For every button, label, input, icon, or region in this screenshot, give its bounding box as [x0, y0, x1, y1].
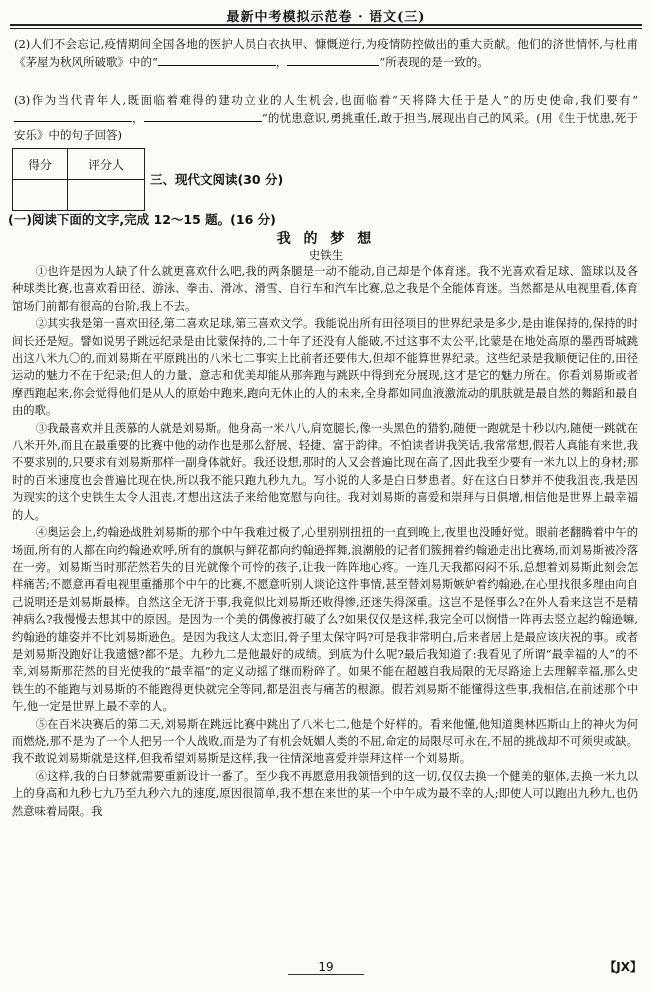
- article-body: [12, 263, 638, 820]
- score-header: 得分: [13, 149, 68, 180]
- question-2-text-b: ”所表现的是一致的。: [379, 55, 489, 69]
- article-title: 我 的 梦 想: [276, 231, 376, 247]
- score-cell[interactable]: [13, 180, 68, 211]
- answer-blank-3a[interactable]: [14, 109, 132, 122]
- paragraph-1: ①也许是因为人缺了什么就更喜欢什么吧,我的两条腿是一动不能动,自己却是个体育迷。我不光喜欢看足球、篮球以及各种球类比赛,也喜欢看田径、游泳、拳击、滑冰、滑雪、自行车和汽车比赛,总之我是个全能体育迷。当然都是从电视里看,体育馆场门前都有很高的台阶,我上不去。: [12, 265, 638, 313]
- reading-instruction: (一)阅读下面的文字,完成 12～15 题。(16 分): [8, 212, 276, 227]
- question-3-text-b: ”的忧患意识,勇挑重任,敢于担当,展现出自己的风采。(用《生于忧患,死于安乐》中的句子回答): [14, 111, 639, 142]
- paragraph-5: ⑤在百米决赛后的第二天,刘易斯在跳远比赛中跳出了八米七二,他是个好样的。看来他懂,他知道奥林匹斯山上的神火为何而燃烧,那不是为了一个人把另一个人战败,而是为了有机会妩媚人类的不屈,命定的局限尽可永在,不屈的挑战却不可须臾或缺。我不敢说刘易斯就是这样,但我希望刘易斯是这样,我一往情深地喜爱并崇拜这样一个刘易斯。: [12, 717, 638, 766]
- page-number: [0, 960, 652, 975]
- answer-blank-2a[interactable]: [158, 53, 276, 66]
- page-number-value: 19: [288, 960, 363, 975]
- paragraph-3: ③我最喜欢并且羡慕的人就是刘易斯。他身高一米八八,肩宽腿长,像一头黑色的猎豹,随便一跑就是十秒以内,随便一跳就在八米开外,而且在最重要的比赛中他的动作也是那么舒展、轻捷、富于韵律。不怕读者讲我笑话,我常常想,假若人真能有来世,我不要求别的,只要求有刘易斯那样一副身体就好。我还设想,那时的人又会普遍比现在高了,因此我至少要有一米九以上的身材;那时的百米速度也会普遍比现在快,所以我不能只跑九秒九九。写小说的人多是白日梦患者。好在这白日梦并不使我沮丧,我是因为现实的这个史铁生太令人沮丧,才想出这法子来给他宽慰与向往。我对刘易斯的喜爱和崇拜与日俱增,相信他是世界上最幸福的人。: [12, 421, 638, 522]
- article-author: 史铁生: [308, 248, 344, 262]
- question-2: (2)人们不会忘记,疫情期间全国各地的医护人员白衣执甲、慷慨逆行,为疫情防控做出的重大贡献。他们的济世情怀,与杜甫《茅屋为秋风所破歌》中的“ ， ”所表现的是一致的。: [14, 37, 638, 69]
- section-3-heading: 三、现代文阅读(30 分): [150, 172, 284, 187]
- question-3-text-a: (3)作为当代青年人,既面临着难得的建功立业的人生机会,也面临着“天将降大任于是人”的历史使命,我们要有“: [14, 93, 638, 107]
- page-mark: 【JX】: [604, 960, 642, 974]
- answer-blank-2b[interactable]: [287, 53, 379, 66]
- grader-header: 评分人: [68, 149, 145, 180]
- question-3: (3)作为当代青年人,既面临着难得的建功立业的人生机会,也面临着“天将降大任于是人”的历史使命,我们要有“， ”的忧患意识,勇挑重任,敢于担当,展现出自己的风采。(用《生于忧患,死于安乐》中的句子回答): [14, 93, 639, 142]
- page-header-title: 最新中考模拟示范卷 · 语文(三): [226, 10, 426, 25]
- paragraph-4: ④奥运会上,约翰逊战胜刘易斯的那个中午我难过极了,心里别别扭扭的一直到晚上,夜里也没睡好觉。眼前老翻腾着中午的场面,所有的人都在向约翰逊欢呼,所有的旗帜与鲜花都向约翰逊挥舞,浪潮般的记者们簇拥着约翰逊走出比赛场,而刘易斯被冷落在一旁。刘易斯当时那茫然若失的目光就像个可怜的孩子,让我一阵阵地心疼。一连几天我都闷闷不乐,总想着刘易斯此刻会怎样痛苦;不愿意再看电视里重播那个中午的比赛,不愿意听别人谈论这件事情,甚至替刘易斯嫉妒着约翰逊,在心里找很多理由向自己说明还是刘易斯最棒。自然这全无济于事,我竟似比刘易斯还败得惨,还迷失得深重。这岂不是怪事么?在外人看来这岂不是精神病么?我慢慢去想其中的原因。是因为一个美的偶像被打破了么?如果仅仅是这样,我完全可以悯惜一阵再去竖立起约翰逊嘛,约翰逊的雄姿并不比刘易斯逊色。是因为我这人太恋旧,骨子里太保守吗?可是我非常明白,后来者居上是最应该庆祝的事。或者是刘易斯没跑好让我遗憾?都不是。九秒九二是他最好的成绩。到底为什么呢?最后我知道了:我看见了所谓“最幸福的人”的不幸,刘易斯那茫然的目光使我的“最幸福”的定义动摇了继而粉碎了。如果不能在超越自我局限的无尽路途上去理解幸福,那么史铁生的不能跑与刘易斯的不能跑得更快就完全等同,都是沮丧与痛苦的根源。假若刘易斯不能懂得这些事,我相信,在前述那个中午,他一定是世界上最不幸的人。: [12, 526, 638, 714]
- header-rule-thin: [10, 28, 642, 29]
- header-rule: [10, 24, 642, 26]
- paragraph-6: ⑥这样,我的白日梦就需要重新设计一番了。至少我不再愿意用我领悟到的这一切,仅仅去换一个健美的躯体,去换一米九以上的身高和九秒七九乃至九秒六九的速度,原因很简单,我不想在来世的某一个中午成为最不幸的人;即使人可以跑出九秒九,也仍然意味着局限。我: [12, 769, 638, 818]
- grader-cell[interactable]: [68, 180, 145, 211]
- answer-blank-3b[interactable]: [144, 109, 262, 122]
- paragraph-2: ②其实我是第一喜欢田径,第二喜欢足球,第三喜欢文学。我能说出所有田径项目的世界纪录是多少,是由谁保持的,保持的时间长还是短。譬如说男子跳远纪录是由比蒙保持的,二十年了还没有人能破,不过这事不太公平,比蒙是在地处高原的墨西哥城跳出这八米九〇的,而刘易斯在平原跳出的八米七二事实上比前者还要伟大,但却不能算世界纪录。这些纪录是我顺便记住的,田径运动的魅力不在于纪录;但人的力量、意志和优美却能从那奔跑与跳跃中得到充分展现,这才是它的魅力所在。你看刘易斯或者摩西跑起来,你会觉得他们是从人的原始中跑来,跑向无休止的人的未来,全身都如同血液激流动的肌肤就是最自然的舞蹈和最自由的歌。: [12, 317, 638, 418]
- question-2-text-a: (2)人们不会忘记,疫情期间全国各地的医护人员白衣执甲、慷慨逆行,为疫情防控做出的重大贡献。他们的济世情怀,与杜甫《茅屋为秋风所破歌》中的“: [14, 37, 638, 69]
- score-table: [12, 148, 145, 211]
